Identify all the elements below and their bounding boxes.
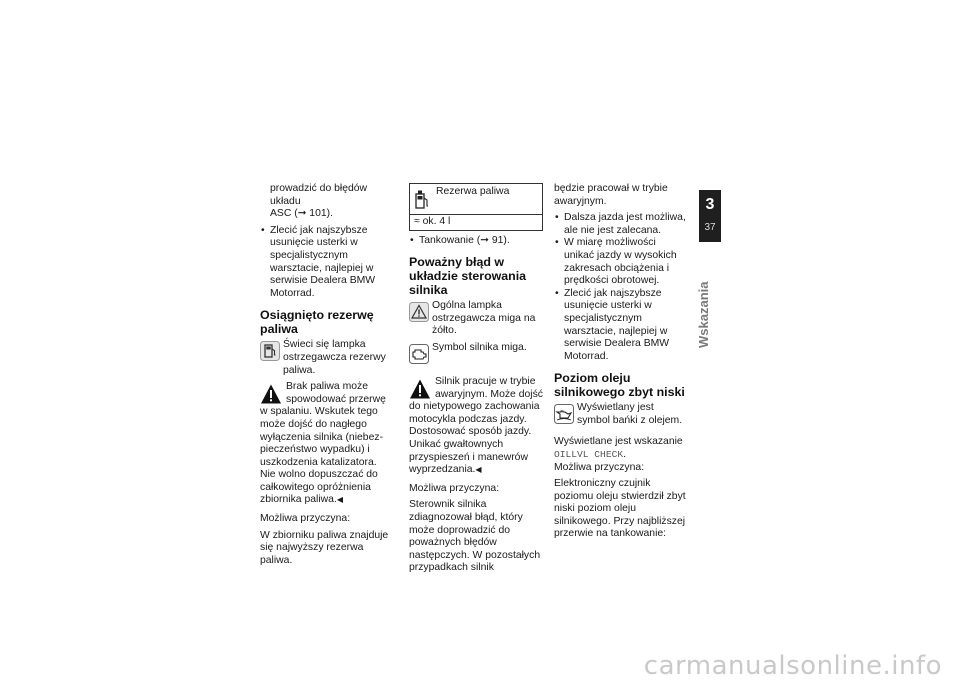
fuel-reserve-box	[409, 183, 543, 231]
watermark: carmanualsonline.info	[643, 651, 942, 681]
chapter-tab	[699, 190, 721, 242]
chapter-title: Wskazania	[696, 281, 711, 348]
cause-label: Możliwa przyczyna:	[260, 513, 351, 525]
cause-label: Możliwa przyczyna:	[554, 461, 645, 473]
end-mark: ◀	[336, 495, 343, 505]
column-1	[260, 183, 394, 571]
continued-line-1: prowadzić do błędów układu	[270, 183, 368, 207]
list-item: • W miarę możliwości unikać jazdy w wysokich zakresach obciążenia i prędkości obrotowej.	[554, 237, 688, 287]
cause-text: W zbiorniku paliwa znajduje się najwyższy rezerwa paliwa.	[260, 529, 389, 566]
display-text	[554, 436, 688, 474]
display-code: OILLVL CHECK	[554, 448, 624, 460]
warning-triangle-icon	[409, 378, 431, 400]
bullet-list-3	[554, 212, 688, 363]
engine-icon	[409, 344, 429, 364]
bullet-list-1	[260, 225, 394, 301]
continued-line-2: ASC (➞ 101).	[270, 208, 333, 220]
fuel-reserve-value: ≈ ok. 4 l	[414, 216, 451, 227]
continued-text: będzie pracował w trybie awaryjnym.	[554, 183, 668, 207]
fuel-indicator-row	[260, 339, 394, 377]
chapter-number: 3	[705, 196, 715, 213]
general-warning-icon	[409, 302, 429, 322]
column-2	[409, 183, 543, 579]
display-label: Wyświetlane jest wskazanie	[554, 436, 683, 448]
cause-label: Możliwa przyczyna:	[409, 482, 500, 494]
warning-block-2	[409, 376, 543, 477]
oil-symbol-row	[554, 402, 688, 432]
warning-block-1	[260, 381, 394, 507]
display-dot: .	[623, 448, 626, 460]
heading-oil-level: Poziom oleju silnikowego zbyt niski	[554, 371, 685, 400]
warning-triangle-icon	[260, 383, 282, 405]
cause-text: Sterownik silnika zdiagnozował błąd, który może doprowadzić do poważnych błędów następczych. W pozostałych przypadkach silnik	[409, 499, 541, 574]
fuel-indicator-text: Świeci się lampka ostrzegawcza rezerwy paliwa.	[283, 339, 386, 376]
engine-symbol-row	[409, 342, 543, 372]
fuel-reserve-box-header	[410, 184, 542, 215]
oil-can-icon	[554, 404, 574, 424]
oil-symbol-text: Wyświetlany jest symbol bańki z olejem.	[577, 402, 683, 426]
continued-text	[260, 183, 394, 221]
engine-symbol-text: Symbol silnika miga.	[432, 341, 527, 353]
list-item: • Dalsza jazda jest możliwa, ale nie jest zalecana.	[554, 212, 688, 237]
heading-engine-fault: Poważny błąd w układzie sterowania silnika	[409, 255, 527, 298]
column-3	[554, 183, 688, 545]
fuel-reserve-label: Rezerwa paliwa	[436, 186, 510, 197]
fuel-pump-icon	[260, 341, 280, 361]
general-warning-row	[409, 300, 543, 338]
cause-text: Elektroniczny czujnik poziomu oleju stwierdził zbyt niski poziom oleju silnikowego. Przy najbliższej przerwie na tankowanie:	[554, 478, 686, 540]
heading-fuel-reserve: Osiągnięto rezerwę paliwa	[260, 308, 374, 337]
warning-text: Brak paliwa może spowodować przerwę w spalaniu. Wskutek tego może dojść do nagłego wyłączenia silnika (niebezpieczeństwo wypadku) i uszkodzenia katalizatora. Nie wolno dopuszczać do całkowitego opróżnienia zbiornika paliwa.	[260, 381, 386, 506]
list-item: • Tankowanie (➞ 91).	[409, 235, 543, 248]
list-item: • Zlecić jak najszybsze usunięcie usterki w specjalistycznym warsztacie, najlepiej w serwisie Dealera BMW Motorrad.	[554, 288, 688, 364]
bullet-list-2	[409, 235, 543, 248]
end-mark: ◀	[475, 465, 482, 475]
list-item: • Zlecić jak najszybsze usunięcie usterki w specjalistycznym warsztacie, najlepiej w serwisie Dealera BMW Motorrad.	[260, 225, 394, 301]
fuel-pump-icon	[415, 190, 429, 210]
warning-text: Silnik pracuje w trybie awaryjnym. Może dojść do nietypowego zachowania motocykla podczas jazdy. Dostosować sposób jazdy. Unikać gwałtownych przyspieszeń i manewrów wyprzedzania.	[409, 375, 543, 476]
general-warning-text: Ogólna lampka ostrzegawcza miga na żółto.	[432, 300, 536, 337]
page-number: 37	[704, 222, 716, 233]
